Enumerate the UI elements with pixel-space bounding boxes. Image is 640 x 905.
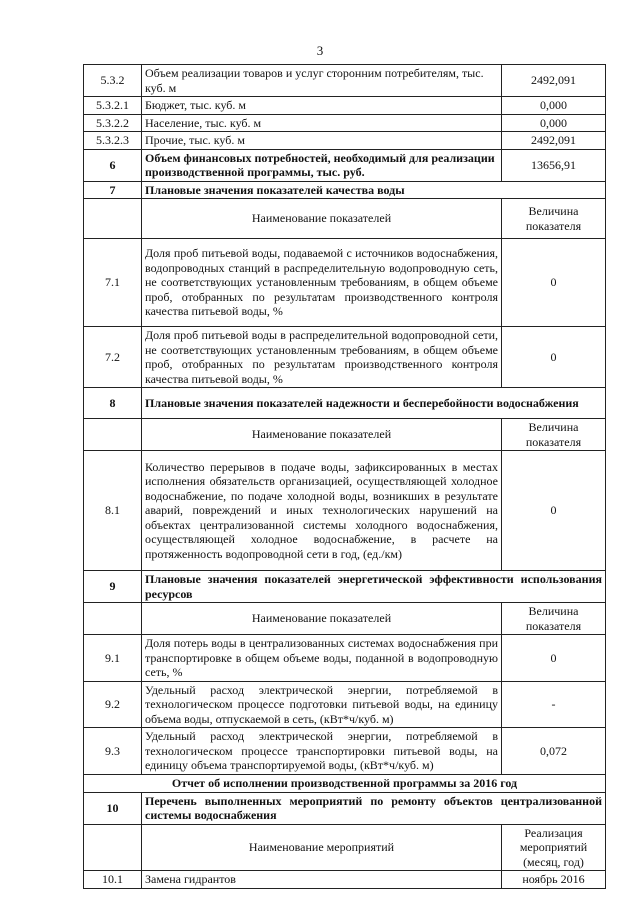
- section-number: 9: [84, 571, 142, 603]
- section-number: 8: [84, 388, 142, 419]
- row-value: 2492,091: [502, 65, 606, 97]
- row-text: Объем реализации товаров и услуг сторонним потребителям, тыс. куб. м: [142, 65, 502, 97]
- table-row: [84, 65, 606, 97]
- row-value: 0: [502, 239, 606, 327]
- row-text: Удельный расход электрической энергии, потребляемой в технологическом процессе подготовки питьевой воды, на единицу объема воды, отпускаемой в сеть, (кВт*ч/куб. м): [142, 681, 502, 728]
- row-number: 5.3.2.2: [84, 114, 142, 132]
- column-header-name: Наименование показателей: [142, 419, 502, 451]
- row-text: Замена гидрантов: [142, 871, 502, 889]
- section-row: [84, 792, 606, 824]
- row-text: Бюджет, тыс. куб. м: [142, 97, 502, 115]
- row-value: 0: [502, 451, 606, 571]
- table-row: [84, 635, 606, 682]
- table-row: [84, 327, 606, 388]
- row-text: Удельный расход электрической энергии, потребляемой в технологическом процессе транспортировки питьевой воды, на единицу объема транспортируемой воды, (кВт*ч/куб. м): [142, 728, 502, 775]
- section-title: Плановые значения показателей энергетической эффективности использования ресурсов: [142, 571, 606, 603]
- row-number: 9.2: [84, 681, 142, 728]
- column-header-value: Величина показателя: [502, 603, 606, 635]
- row-number: 8.1: [84, 451, 142, 571]
- table-row: [84, 132, 606, 150]
- row-text: Объем финансовых потребностей, необходимый для реализации производственной программы, тыс. руб.: [142, 149, 502, 181]
- report-row: [84, 774, 606, 792]
- section-number: 7: [84, 181, 142, 199]
- row-value: 2492,091: [502, 132, 606, 150]
- row-number: 7.1: [84, 239, 142, 327]
- table-row: [84, 149, 606, 181]
- table-row: [84, 114, 606, 132]
- row-text: Доля проб питьевой воды в распределительной водопроводной сети, не соответствующих установленным требованиям, в общем объеме проб, отобранных по результатам производственного контроля качества питьевой воды, %: [142, 327, 502, 388]
- column-header-name: Наименование мероприятий: [142, 824, 502, 871]
- section-title: Плановые значения показателей надежности и бесперебойности водоснабжения: [142, 388, 606, 419]
- column-header-name: Наименование показателей: [142, 199, 502, 239]
- table-row: [84, 451, 606, 571]
- row-value: 0: [502, 635, 606, 682]
- header-row: [84, 824, 606, 871]
- section-row: [84, 571, 606, 603]
- section-number: 10: [84, 792, 142, 824]
- row-number: 5.3.2.3: [84, 132, 142, 150]
- row-number: 7.2: [84, 327, 142, 388]
- page-number: 3: [316, 43, 324, 58]
- row-value: ноябрь 2016: [502, 871, 606, 889]
- section-row: [84, 388, 606, 419]
- row-value: -: [502, 681, 606, 728]
- section-row: [84, 181, 606, 199]
- row-text: Количество перерывов в подаче воды, зафиксированных в местах исполнения обязательств организацией, осуществляющей холодное водоснабжение, по подаче холодной воды, возникших в результате аварий, повреждений и иных технологических нарушений на объектах централизованной системы холодного водоснабжения, осуществляющей холодное водоснабжение, в расчете на протяженность водопроводной сети в год, (ед./км): [142, 451, 502, 571]
- section-title: Плановые значения показателей качества воды: [142, 181, 606, 199]
- table-row: [84, 871, 606, 889]
- row-text: Прочие, тыс. куб. м: [142, 132, 502, 150]
- row-number: 6: [84, 149, 142, 181]
- column-header-name: Наименование показателей: [142, 603, 502, 635]
- table-row: [84, 239, 606, 327]
- column-header-value: Величина показателя: [502, 419, 606, 451]
- row-text: Доля проб питьевой воды, подаваемой с источников водоснабжения, водопроводных станций в распределительную водопроводную сеть, не соответствующих установленным требованиям, в общем объеме проб, отобранных по результатам производственного контроля качества питьевой воды, %: [142, 239, 502, 327]
- row-value: 0: [502, 327, 606, 388]
- header-row: [84, 603, 606, 635]
- row-number: 9.1: [84, 635, 142, 682]
- header-row: [84, 199, 606, 239]
- row-text: Доля потерь воды в централизованных системах водоснабжения при транспортировке в общем объеме воды, поданной в водопроводную сеть, %: [142, 635, 502, 682]
- row-value: 0,000: [502, 114, 606, 132]
- table-row: [84, 97, 606, 115]
- header-row: [84, 419, 606, 451]
- program-table: [83, 64, 606, 889]
- row-value: 0,000: [502, 97, 606, 115]
- row-number: 5.3.2: [84, 65, 142, 97]
- row-number: 5.3.2.1: [84, 97, 142, 115]
- table-row: [84, 728, 606, 775]
- column-header-value: Реализация мероприятий (месяц, год): [502, 824, 606, 871]
- column-header-value: Величина показателя: [502, 199, 606, 239]
- report-title: Отчет об исполнении производственной программы за 2016 год: [84, 774, 606, 792]
- row-text: Население, тыс. куб. м: [142, 114, 502, 132]
- row-value: 13656,91: [502, 149, 606, 181]
- section-title: Перечень выполненных мероприятий по ремонту объектов централизованной системы водоснабжения: [142, 792, 606, 824]
- row-number: 9.3: [84, 728, 142, 775]
- row-number: 10.1: [84, 871, 142, 889]
- row-value: 0,072: [502, 728, 606, 775]
- table-row: [84, 681, 606, 728]
